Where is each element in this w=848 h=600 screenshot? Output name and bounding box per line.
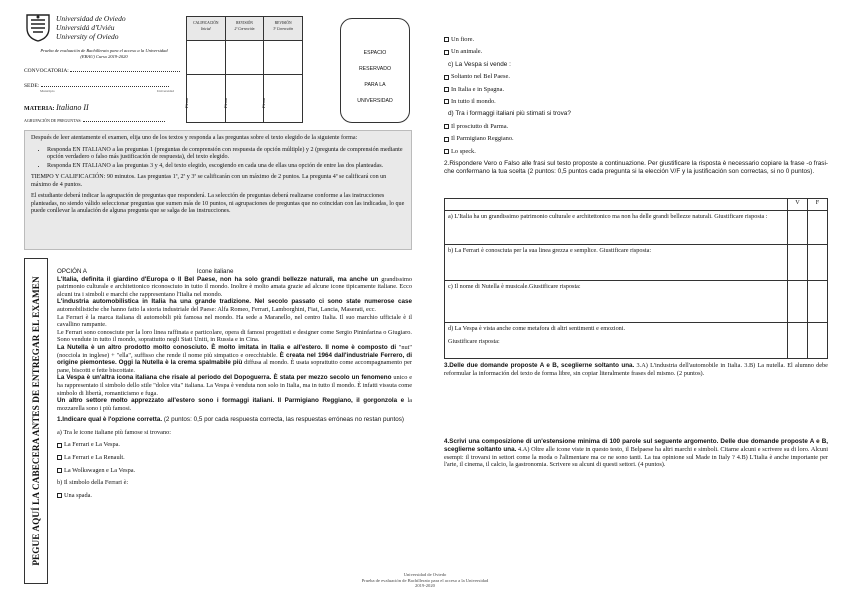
instructions-bullet-2: • Responda EN ITALIANO a las preguntas 3 y 4, del texto elegido, escogiendo en cada una de ellas una opción de entre las dos planteadas. xyxy=(47,163,405,171)
q1-b-option-1[interactable] xyxy=(57,492,412,500)
q1-prompt-rest: (2 puntos: 0,5 por cada respuesta correcta, las respuestas erróneas no restan puntos) xyxy=(162,416,404,424)
q1-prompt-bold: 1.Indicare qual è l'opzione corretta. xyxy=(57,416,163,424)
checkbox-icon[interactable] xyxy=(444,50,449,55)
q1-a-option-2-text: La Ferrari e La Renault. xyxy=(64,454,125,462)
tf-statement-d[interactable] xyxy=(445,323,788,359)
q1-a-option-1-text: La Ferrari e La Vespa. xyxy=(64,441,121,449)
materia-label: MATERIA: xyxy=(24,106,55,112)
sede-sublabel-universidad: Universidad xyxy=(156,89,174,93)
paragraph-1a: L'Italia, definita il giardino d'Europa o Il Bel Paese, non ha solo grandi bellezze naturali, ma anche un xyxy=(57,275,379,283)
q1-b-option-2[interactable] xyxy=(444,36,828,44)
paragraph-5b: "nut" (nocciola in inglese) + "ella", suffisso che rende il nome più simpatico e orecchiabile. xyxy=(57,343,412,359)
q1-c-option-2-text: In Italia e in Spagna. xyxy=(451,85,505,93)
paragraph-6a: La Vespa è un'altra icona italiana che risale al periodo del Dopoguerra. È stata per mezzo secolo un fenomeno xyxy=(57,374,392,382)
exam-subtitle xyxy=(24,48,184,59)
checkbox-icon[interactable] xyxy=(444,99,449,104)
q1-b-option-1-text: Una spada. xyxy=(64,491,92,499)
q1-d-option-1-text: Il prosciutto di Parma. xyxy=(451,122,509,130)
paragraph-5d: diffusa al mondo. È usata soprattutto come accompagnamento per pane, biscotti e fette biscottate. xyxy=(57,359,412,374)
q1-c-option-3-text: In tutto il mondo. xyxy=(451,97,496,105)
instructions-time: TIEMPO Y CALIFICACIÓN: 90 minutos. Las preguntas 1ª, 2ª y 3ª se calificarán con un máximo de 2 puntos. La pregunta 4ª se calificará con un máximo de 4 puntos. xyxy=(31,174,387,188)
table-header-row xyxy=(445,199,828,211)
q1-b-option-3[interactable] xyxy=(444,48,828,56)
checkbox-icon[interactable] xyxy=(444,75,449,80)
q1-a-option-1[interactable] xyxy=(57,441,412,449)
instructions-box xyxy=(24,130,412,250)
agrupacion-label: AGRUPACIÓN DE PREGUNTAS: xyxy=(24,118,82,123)
university-name-ast: Universidá d'Uviéu xyxy=(56,22,115,32)
q1-c-label: c) La Vespa si vende : xyxy=(448,60,511,68)
instructions-bullet-1: • Responda EN ITALIANO a las preguntas 1 (preguntas de comprensión con respuesta de opción múltiple) y 2 (pregunta de comprensión mediante opción verdadero o falso más justificación de respuesta), del texto elegido. xyxy=(47,147,405,162)
q1-b-option-2-text: Un fiore. xyxy=(451,36,475,43)
option-label: OPCIÓN A xyxy=(57,268,87,275)
paragraph-2b: automobilistiche che hanno fatto la storia industriale del Paese: Alfa Romeo, Ferrari, Lamborghini, Fiat, Lancia, Maserati, ecc. xyxy=(57,305,377,313)
sede-sublabels xyxy=(24,89,184,93)
paragraph-7b: la mozzarella sono i più famosi. xyxy=(57,397,412,412)
exam-subtitle-line2: (EBAU) Curso 2019-2020 xyxy=(80,53,128,59)
sede-sublabel-municipio: Municipio xyxy=(40,89,55,93)
grades-cell-3[interactable] xyxy=(261,41,302,122)
tf-c-f-cell[interactable] xyxy=(808,281,828,323)
checkbox-icon[interactable] xyxy=(444,137,449,142)
paragraph-5c: È creata nel 1964 dall'industriale Ferrero, di origine piemontese. Oggi la Nutella è la crema spalmabile più xyxy=(57,351,412,367)
q1-a-option-3[interactable] xyxy=(57,467,412,475)
instructions-intro: Después de leer atentamente el examen, elija uno de los textos y responda a las preguntas sobre el texto elegido de la siguiente forma: xyxy=(31,135,358,141)
q3-prompt-rest: 3.A) L'industria dell'automobile in Italia. 3.B) La nutella. El alumno debe reformular la información del texto de forma libre, sin copiar literalmente frases del mismo. (2 puntos). xyxy=(444,362,828,377)
q4-prompt-rest: 4.A) Oltre alle icone viste in questo testo, il Belpaese ha altri marchi e simboli. Citarne alcuni e scrivere su di loro. Alcuni esempi: il trovarsi in settori come la moda o l'alimentare ma ce ne sono tanti. La tua opinione sul Made in Italy ? 4.B) L'Italia è anche importante per l'arte, il cinema, il calcio, la gastronomia. Scrivere su alcuni di questi settori. (4 puntos). xyxy=(444,445,828,469)
question-4 xyxy=(444,438,828,469)
grades-col1-sub: Inicial xyxy=(201,26,211,31)
grades-col1-title: CALIFICACIÓN xyxy=(193,21,219,25)
sede-label: SEDE: xyxy=(24,83,40,89)
tf-b-f-cell[interactable] xyxy=(808,245,828,281)
tf-a-f-cell[interactable] xyxy=(808,211,828,245)
firma-label-2: Firma xyxy=(222,98,228,108)
instructions-grouping: El estudiante deberá indicar la agrupación de preguntas que responderá. La selección de preguntas deberá realizarse conforme a las instrucciones planteadas, no siendo válido seleccionar preguntas que sumen más de 10 puntos, ni agrupaciones de preguntas que no coincidan con las indicadas, lo que puede conllevar la anulación de alguna pregunta que se salga de las instrucciones. xyxy=(31,193,405,214)
table-header-v: V xyxy=(788,199,808,211)
grades-col-calificacion xyxy=(187,17,226,40)
paragraph-6b: unico e ha rappresentato il simbolo dello stile "dolce vita" italiana. La Vespa è venduta non solo in Italia, ma in tutto il mondo. È infatti vissuta come simbolo di libertà, romanticismo e fuga. xyxy=(57,374,413,397)
q1-a-option-2[interactable] xyxy=(57,454,412,462)
grades-cell-1[interactable] xyxy=(184,41,226,122)
reserved-line-4: UNIVERSIDAD xyxy=(357,98,393,104)
q1-a-label xyxy=(57,429,412,437)
paragraph-1b: grandissimo patrimonio culturale e architettonico riconosciuto in tutto il mondo. Inoltre è molto amata grazie ad alcune icone tipicamente italiane. Ecco alcuni tra i simboli e marchi che rappresentano l'Italia nel mondo. xyxy=(57,275,412,298)
tf-statement-d-justify: Giustificare risposta: xyxy=(448,337,500,345)
checkbox-icon[interactable] xyxy=(57,468,62,473)
checkbox-icon[interactable] xyxy=(57,443,62,448)
reserved-line-3: PARA LA xyxy=(364,82,386,88)
tf-a-v-cell[interactable] xyxy=(788,211,808,245)
paragraph-3: La Ferrari è la marca italiana di automobili più famosa nel mondo. Ha sede a Maranello, nel centro Italia. Il suo marchio ufficiale è il cavallino rampante. xyxy=(57,313,412,329)
paragraph-5a: La Nutella è un altro prodotto molto conosciuto. È molto imitata in Italia e all'estero. Il nome è composto di xyxy=(57,343,397,351)
q1-d-option-2-text: Il Parmigiano Reggiano. xyxy=(451,135,514,143)
grades-col2-sub: 2ª Corrección xyxy=(234,26,255,31)
convocatoria-label: CONVOCATORIA: xyxy=(24,68,69,74)
table-header-statement xyxy=(445,199,788,211)
q4-prompt-bold: 4.Scrivi una composizione di un'estensione minima di 100 parole sul seguente argomento. Delle due domande proposte A e B, sceglierne soltanto una. xyxy=(444,438,828,453)
tf-c-v-cell[interactable] xyxy=(788,281,808,323)
paragraph-2a: L'industria automobilistica in Italia ha una grande tradizione. Nel secolo passato ci sono state numerose case xyxy=(57,298,412,306)
agrupacion-line[interactable] xyxy=(83,121,165,122)
paste-header-text: PEGUE AQUÍ LA CABECERA ANTES DE ENTREGAR EL EXAMEN xyxy=(31,276,41,566)
q1-b-label-text: b) Il simbolo della Ferrari è: xyxy=(57,479,129,487)
table-header-f: F xyxy=(808,199,828,211)
reading-text xyxy=(57,268,412,499)
checkbox-icon[interactable] xyxy=(57,455,62,460)
q1-d-option-3[interactable] xyxy=(444,148,828,156)
question-2-prompt: 2.Rispondere Vero o Falso alle frasi sul testo proposte a continuazione. Per giustificare la risposta è necessario copiare la frase -o frasi- che confermano la tua scelta (2 puntos: 0,5 puntos cada pregunta si la elección V/F y la justificación son correctas, si no 0 puntos). xyxy=(444,159,828,175)
q1-c-option-3[interactable] xyxy=(444,98,828,106)
footer-line-2: Prueba de evaluación de Bachillerato para el acceso a la Universidad xyxy=(361,577,489,583)
university-seal-icon xyxy=(24,12,52,42)
q1-b-option-3-text: Un animale. xyxy=(451,48,483,56)
right-column xyxy=(444,36,828,176)
sede-field[interactable] xyxy=(24,82,184,89)
grades-col-revision-3 xyxy=(264,17,302,40)
university-name-es: Universidad de Oviedo xyxy=(56,13,126,23)
checkbox-icon[interactable] xyxy=(57,493,62,498)
q1-a-option-3-text: La Wolkswagen e La Vespa. xyxy=(64,466,136,474)
true-false-table xyxy=(444,198,828,359)
question-1 xyxy=(57,416,412,424)
tf-d-f-cell[interactable] xyxy=(808,323,828,359)
firma-label-3: Firma xyxy=(261,98,267,108)
materia-field xyxy=(24,103,184,112)
grades-col3-sub: 3ª Corrección xyxy=(273,26,294,31)
grades-col3-title: REVISIÓN xyxy=(274,21,292,25)
paste-header-strip xyxy=(24,258,48,584)
table-row xyxy=(445,245,828,281)
q1-d-option-1[interactable] xyxy=(444,123,828,131)
checkbox-icon[interactable] xyxy=(444,37,449,42)
exam-header xyxy=(24,12,184,123)
q1-c-option-1-text: Soltanto nel Bel Paese. xyxy=(451,73,510,81)
tf-statement-b[interactable]: b) La Ferrari è conosciuta per la sua linea grezza e semplice. Giustificare risposta: xyxy=(445,245,788,281)
agrupacion-field[interactable] xyxy=(24,118,184,123)
q1-a-label-text: a) Tra le icone italiane più famose si trovano: xyxy=(57,428,172,436)
university-logo xyxy=(24,12,184,42)
reserved-line-2: RESERVADO xyxy=(358,66,392,72)
reserved-line-1: ESPACIO xyxy=(363,50,387,56)
table-row xyxy=(445,323,828,359)
firma-label-1: Firma xyxy=(184,98,189,108)
reserved-space-box xyxy=(340,18,410,123)
q1-c-option-2[interactable] xyxy=(444,86,828,94)
tf-statement-d-text: d) La Vespa è vista anche come metafora di altri sentimenti e emozioni. xyxy=(448,325,626,332)
grades-col-revision-2 xyxy=(226,17,265,40)
grades-box xyxy=(186,16,303,123)
checkbox-icon[interactable] xyxy=(444,87,449,92)
q1-c-option-1[interactable] xyxy=(444,73,828,81)
tf-d-v-cell[interactable] xyxy=(788,323,808,359)
convocatoria-field[interactable] xyxy=(24,67,184,74)
paragraph-4: Le Ferrari sono conosciute per la loro linea raffinata e particolare, opera di famosi progettisti e designer come Sergio Pininfarina o Giugiaro. Sono vendute in tutto il mondo, soprattutto negli Stati Uniti, in Russia e in Cina. xyxy=(57,328,412,344)
exam-subtitle-line1: Prueba de evaluación de Bachillerato para el acceso a la Universidad xyxy=(40,48,168,53)
q1-d-label: d) Tra i formaggi italiani più stimati si trova? xyxy=(448,110,571,118)
checkbox-icon[interactable] xyxy=(444,124,449,129)
q1-d-option-2[interactable] xyxy=(444,135,828,143)
q1-b-label xyxy=(57,479,412,487)
checkbox-icon[interactable] xyxy=(444,149,449,154)
text-title: Icone italiane xyxy=(196,268,234,275)
tf-statement-a[interactable]: a) L'Italia ha un grandissimo patrimonio culturale e architettonico ma non ha delle grandi bellezze naturali. Giustificare risposta : xyxy=(445,211,788,245)
footer-line-1: Universidad de Oviedo xyxy=(403,572,447,577)
table-row xyxy=(445,211,828,245)
question-3 xyxy=(444,362,828,378)
grades-col2-title: REVISIÓN xyxy=(236,21,253,25)
convocatoria-line[interactable] xyxy=(70,67,180,72)
paragraph-7a: Un altro settore molto apprezzato all'estero sono i formaggi italiani. Il Parmigiano Reggiano, il gorgonzola e xyxy=(57,397,405,405)
sede-line[interactable] xyxy=(41,82,169,87)
materia-value: Italiano II xyxy=(56,103,89,112)
tf-statement-c[interactable]: c) Il nome di Nutella è musicale.Giustificare risposta: xyxy=(445,281,788,323)
q3-prompt-bold: 3.Delle due domande proposte A e B, sceglierne soltanto una. xyxy=(444,362,635,369)
table-row xyxy=(445,281,828,323)
university-name-en: University of Oviedo xyxy=(56,31,119,41)
tf-b-v-cell[interactable] xyxy=(788,245,808,281)
grades-cell-2[interactable] xyxy=(222,41,265,122)
page-footer xyxy=(300,572,550,589)
footer-line-3: 2019-2020 xyxy=(415,583,435,589)
q1-d-option-3-text: Lo speck. xyxy=(451,147,476,155)
